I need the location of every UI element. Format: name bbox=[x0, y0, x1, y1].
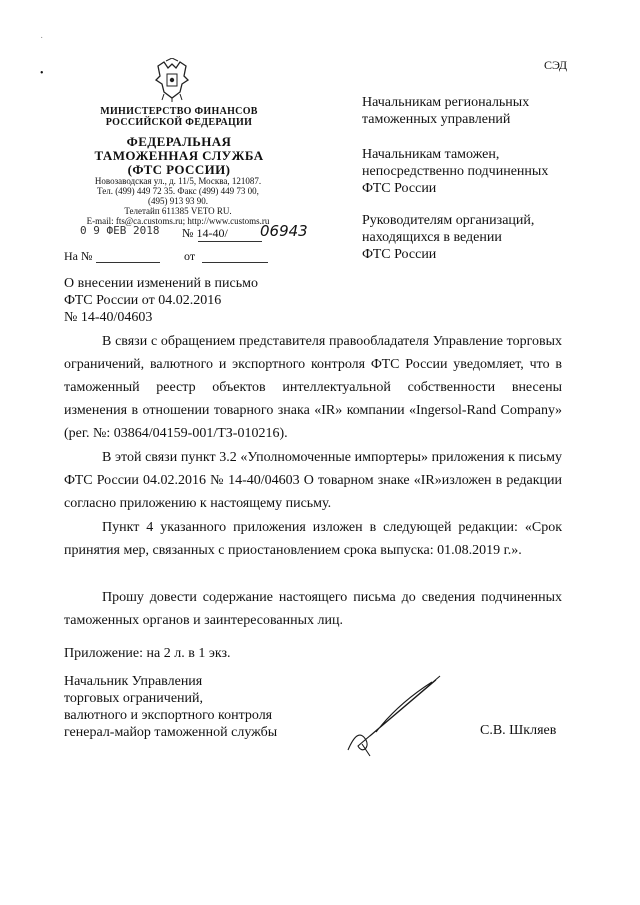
ministry-title: МИНИСТЕРСТВО ФИНАНСОВ РОССИЙСКОЙ ФЕДЕРАЦИИ bbox=[100, 106, 258, 128]
attachment-note: Приложение: на 2 л. в 1 экз. bbox=[64, 646, 231, 661]
scan-mark: ˙ bbox=[40, 36, 44, 47]
handwritten-signature bbox=[340, 670, 450, 760]
reference-line bbox=[64, 249, 294, 264]
signer-position: Начальник Управления торговых ограничений, валютного и экспортного контроля генерал-майор таможенной службы bbox=[64, 674, 278, 740]
body-paragraph: В этой связи пункт 3.2 «Уполномоченные импортеры» приложения к письму ФТС России 04.02.2016 № 14-40/04603 О товарном знаке «IR»изложен в редакции согласно приложению к настоящему письму. bbox=[64, 450, 562, 511]
addressee-block: Руководителям организаций, находящихся в ведении ФТС России bbox=[362, 213, 535, 262]
registration-number-handwritten: 06943 bbox=[260, 222, 308, 240]
coat-of-arms-icon bbox=[152, 58, 192, 102]
ot-label: от bbox=[184, 249, 196, 263]
registration-number: № 14-40/ bbox=[182, 226, 228, 240]
body-paragraph: В связи с обращением представителя правообладателя Управление торговых ограничений, валютного и экспортного контроля ФТС России уведомляет, что в таможенный реестр объектов интеллектуальной собственности внесены изменения в отношении товарного знака «IR» компании «Ingersol-Rand Company» (рег. №: 03864/04159-001/ТЗ-010216). bbox=[64, 334, 562, 441]
underline bbox=[202, 262, 268, 263]
body-paragraph: Пункт 4 указанного приложения изложен в следующей редакции: «Срок принятия мер, связанных с приостановлением срока выпуска: 01.08.2019 г.». bbox=[64, 520, 562, 558]
na-label: На № bbox=[64, 249, 93, 263]
sender-address: Новозаводская ул., д. 11/5, Москва, 121087. Тел. (499) 449 72 35. Факс (499) 449 73 00, (495) 913 93 90. Телетайп 611385 VETO RU. E-mail: fts@ca.customs.ru; http://www.customs.ru bbox=[86, 176, 270, 226]
sed-label: СЭД bbox=[544, 58, 568, 72]
scan-mark: • bbox=[40, 68, 44, 79]
signer-name: С.В. Шкляев bbox=[480, 723, 557, 738]
underline bbox=[96, 262, 160, 263]
fts-title: ФЕДЕРАЛЬНАЯ ТАМОЖЕННАЯ СЛУЖБА (ФТС РОССИИ) bbox=[94, 134, 264, 177]
registration-date-stamp: 0 9 ФЕВ 2018 bbox=[80, 224, 160, 237]
addressee-block: Начальникам региональных таможенных управлений bbox=[362, 95, 530, 127]
underline bbox=[198, 241, 262, 242]
body-paragraph: Прошу довести содержание настоящего письма до сведения подчиненных таможенных органов и заинтересованных лиц. bbox=[64, 590, 562, 628]
letter-subject: О внесении изменений в письмо ФТС России от 04.02.2016 № 14-40/04603 bbox=[64, 276, 258, 325]
addressee-block: Начальникам таможен, непосредственно подчиненных ФТС России bbox=[362, 147, 549, 196]
